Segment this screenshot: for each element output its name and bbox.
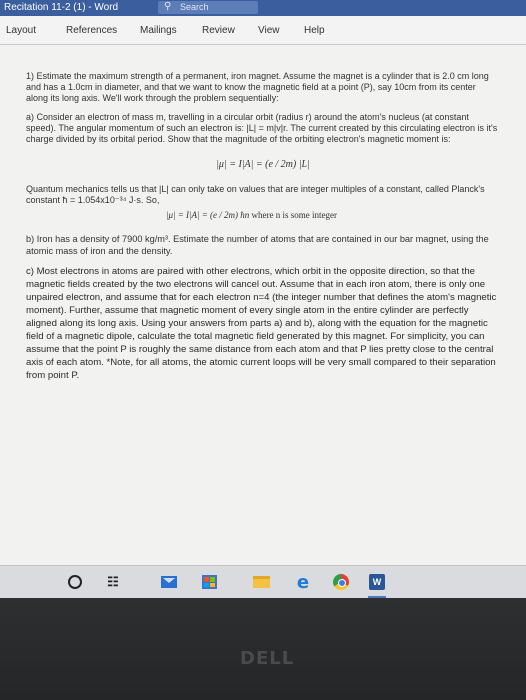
mail-button[interactable] [160, 573, 178, 591]
task-view-icon: ☷ [107, 574, 119, 589]
equation-magnetic-moment: |μ| = I|A| = (e / 2m) |L| [216, 159, 310, 170]
document-body [26, 71, 500, 382]
ribbon-tabs [0, 16, 526, 45]
taskbar [0, 565, 526, 598]
tab-review[interactable]: Review [202, 25, 235, 36]
tab-references[interactable]: References [66, 25, 118, 36]
word-icon: W [369, 574, 385, 590]
mail-icon [161, 576, 177, 588]
edge-icon: e [296, 571, 310, 593]
paragraph-part-b: b) Iron has a density of 7900 kg/m³. Estimate the number of atoms that are contained in our bar magnet, using the atomic mass of iron and the density. [26, 234, 489, 256]
tab-mailings[interactable]: Mailings [140, 25, 177, 36]
tab-layout[interactable]: Layout [6, 25, 37, 36]
document-area [0, 45, 526, 565]
title-bar [0, 0, 526, 16]
monitor-bezel [0, 598, 526, 700]
paragraph-quantum: Quantum mechanics tells us that |L| can only take on values that are integer multiples of a constant, called Planck's constant ħ = 1.054x10⁻³⁴ J·s. So, [26, 184, 485, 205]
paragraph-part-a: a) Consider an electron of mass m, travelling in a circular orbit (radius r) around the atom's nucleus (at constant speed). The angular momentum of such an electron is: |L| = m|v|r. The current created by this circulating electron is it's charge divided by its orbital period. Show that the magnitude of the orbiting electron's magnetic moment is: [26, 112, 498, 144]
equation-quantized-text: where n is some integer [249, 210, 338, 220]
edge-button[interactable] [294, 573, 312, 591]
window-title: Recitation 11-2 (1) - Word [4, 2, 119, 13]
chrome-icon [333, 574, 349, 590]
equation-quantized-math: |μ| = I|A| = (e / 2m) ħn [166, 210, 250, 220]
search-icon: ⚲ [164, 1, 172, 12]
cortana-button[interactable] [66, 573, 84, 591]
equation-quantized-moment [26, 210, 500, 221]
search-box[interactable] [158, 1, 258, 14]
word-button[interactable] [368, 573, 386, 591]
chrome-button[interactable] [332, 573, 350, 591]
document-page[interactable] [0, 45, 526, 565]
tab-view[interactable]: View [258, 25, 280, 36]
task-view-button[interactable] [104, 573, 122, 591]
paragraph-part-c: c) Most electrons in atoms are paired with other electrons, which orbit in the opposite direction, so that the magnetic fields created by the two electrons will cancel out. Assume that in each iron atom, there is only one unpaired electron, and assume that for each electron n=4 (the integer number that defines the atom's magnetic moment). Further, assume that magnetic moment of every single atom in the entire cylinder are perfectly aligned along its long axis. Using your answers from parts a) and b), along with the equation for the magnetic field of a magnetic dipole, calculate the total magnetic field generated by this magnet. For simplicity, you can assume that the point P is roughly the same distance from each atom and that P lies pretty close to the central axis of each atom. *Note, for all atoms, the atomic current loops will be very small compared to their separation from point P. [26, 266, 497, 381]
dell-logo: DELL [240, 648, 295, 669]
file-explorer-button[interactable] [252, 573, 270, 591]
paragraph-question-1: 1) Estimate the maximum strength of a permanent, iron magnet. Assume the magnet is a cylinder that is 2.0 cm long and has a 1.0cm in diameter, and that we want to know the magnetic field at a point (P), say 10cm from its center along its long axis. We'll work through the problem sequentially: [26, 71, 489, 103]
search-label: Search [180, 2, 209, 12]
cortana-circle-icon [68, 575, 82, 589]
store-icon [202, 575, 217, 589]
store-button[interactable] [200, 573, 218, 591]
folder-icon [253, 576, 270, 588]
tab-help[interactable]: Help [304, 25, 325, 36]
